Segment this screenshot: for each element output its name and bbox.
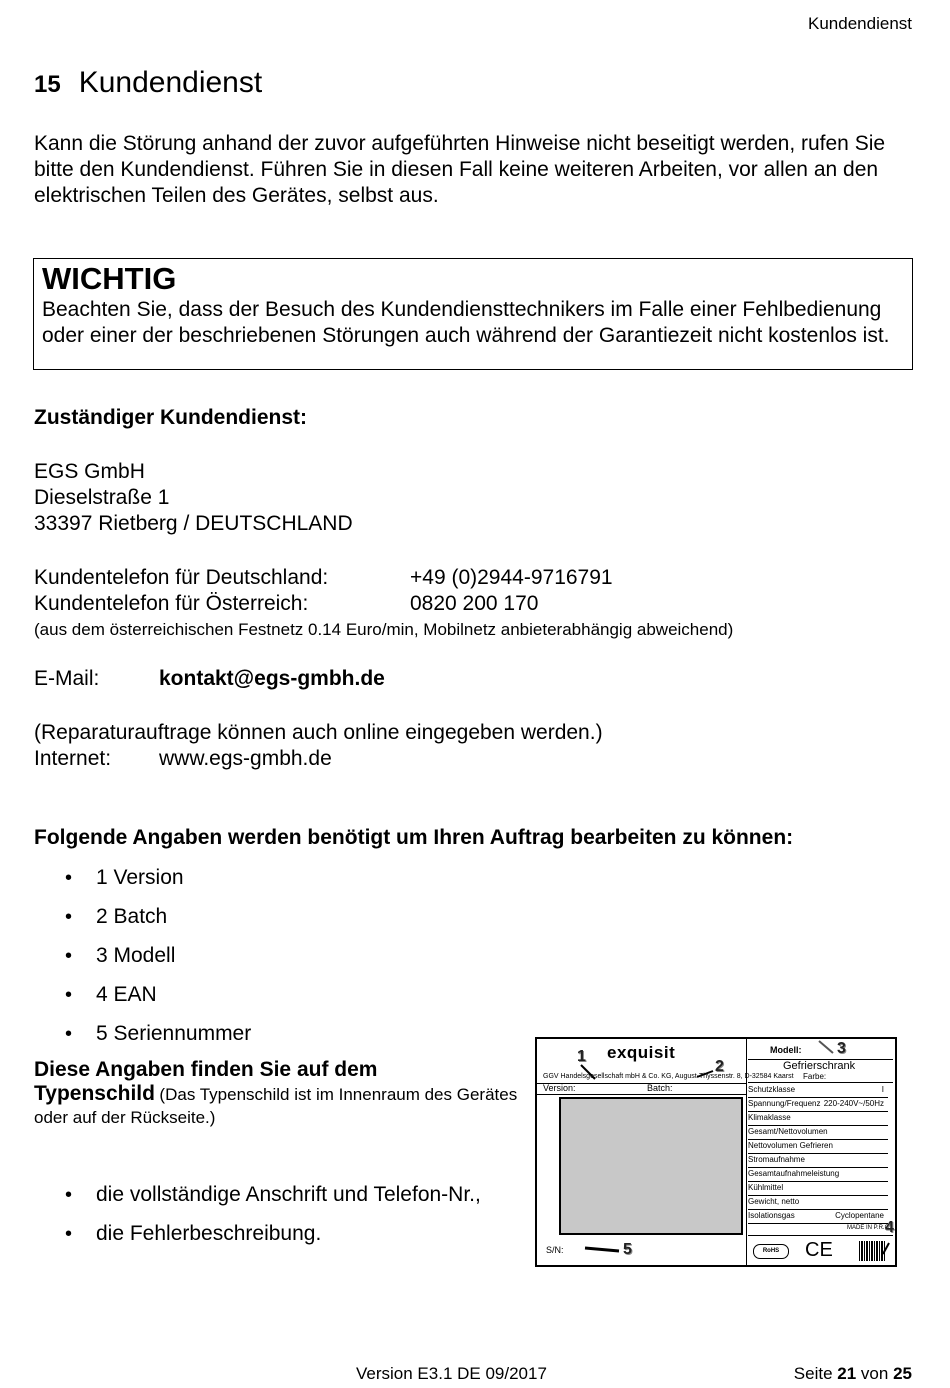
type-plate [535, 1037, 897, 1267]
plate-heading: Diese Angaben finden Sie auf dem [34, 1058, 378, 1081]
phone-de-label: Kundentelefon für Deutschland: [34, 566, 329, 589]
phone-de-number: +49 (0)2944-9716791 [410, 566, 613, 589]
running-header: Kundendienst [808, 14, 912, 33]
spec-label: Stromaufnahme [748, 1155, 805, 1164]
spec-label: Spannung/Frequenz [748, 1099, 821, 1108]
phone-de-row [34, 566, 613, 590]
plate-model-value: Gefrierschrank [783, 1060, 856, 1072]
plate-info [34, 1057, 519, 1130]
list-item: • 2 Batch [34, 904, 251, 930]
phone-at-number: 0820 200 170 [410, 592, 539, 615]
list-item: • 5 Seriennummer [34, 1021, 251, 1047]
list-item: • 3 Modell [34, 943, 251, 969]
email-link[interactable]: kontakt@egs-gmbh.de [159, 667, 385, 690]
page-title [34, 66, 262, 100]
internet-row [34, 747, 332, 771]
plate-note: (Das Typenschild ist im Innenraum des Gerätes oder auf der Rückseite.) [34, 1085, 518, 1127]
spec-label: Klimaklasse [748, 1113, 791, 1122]
phone-note: (aus dem österreichischen Festnetz 0.14 Euro/min, Mobilnetz anbieterabhängig abweichend) [34, 620, 734, 639]
marker-batch: 2 [715, 1058, 724, 1075]
required-list [34, 865, 251, 1047]
plate-color-label: Farbe: [803, 1072, 827, 1081]
plate-made-in: MADE IN P.R.C. [847, 1225, 891, 1231]
service-heading: Zuständiger Kundendienst: [34, 406, 307, 429]
required-heading: Folgende Angaben werden benötigt um Ihren Auftrag bearbeiten zu können: [34, 826, 794, 849]
page-prefix: Seite [793, 1364, 833, 1383]
plate-heading-line2 [34, 1083, 519, 1130]
spec-value: Cyclopentane [835, 1211, 884, 1220]
spec-label: Gesamtaufnahmeleistung [748, 1169, 840, 1178]
plate-batch-label: Batch: [647, 1083, 673, 1093]
warning-box [33, 258, 913, 370]
spec-value: 220-240V~/50Hz [823, 1099, 884, 1108]
list-item: • 1 Version [34, 865, 251, 891]
footer-version: Version E3.1 DE 09/2017 [356, 1364, 547, 1383]
phone-at-row [34, 592, 538, 616]
plate-maker-line: GGV Handelsgesellschaft mbH & Co. KG, August-Thyssenstr. 8, D-32584 Kaarst [543, 1073, 794, 1080]
spec-label: Nettovolumen Gefrieren [748, 1141, 833, 1150]
warning-text: Beachten Sie, dass der Besuch des Kundendiensttechnikers im Falle einer Fehlbedienung oder einer der beschriebenen Störungen auch während der Garantiezeit nicht kostenlos ist. [42, 298, 890, 347]
internet-link[interactable]: www.egs-gmbh.de [159, 747, 332, 770]
list-item: • die Fehlerbeschreibung. [34, 1221, 504, 1247]
address-block [34, 459, 353, 537]
internet-label: Internet: [34, 747, 112, 770]
ce-mark: CE [805, 1239, 833, 1261]
intro-paragraph: Kann die Störung anhand der zuvor aufgeführten Hinweise nicht beseitigt werden, rufen Sie bitte den Kundendienst. Führen Sie in diesen Fall keine weiteren Arbeiten, vor allen an den elektrischen Teilen des Gerätes, selbst aus. [34, 132, 886, 207]
marker-serial: 5 [623, 1241, 632, 1258]
warning-title: WICHTIG [42, 261, 177, 296]
plate-sn-label: S/N: [546, 1245, 564, 1255]
spec-label: Schutzklasse [748, 1085, 796, 1094]
phone-at-label: Kundentelefon für Österreich: [34, 592, 309, 615]
list-item: • die vollständige Anschrift und Telefon-Nr., [34, 1182, 504, 1208]
spec-value: I [881, 1085, 884, 1094]
spec-label: Isolationsgas [748, 1211, 795, 1220]
plate-version-label: Version: [543, 1083, 576, 1093]
page-total: 25 [893, 1364, 912, 1383]
footer-page [794, 1364, 912, 1384]
marker-ean: 4 [885, 1219, 894, 1236]
list-item: • 4 EAN [34, 982, 251, 1008]
extra-list [34, 1182, 504, 1247]
email-row [34, 667, 385, 691]
rohs-mark: RoHS [753, 1244, 789, 1259]
online-note: (Reparaturauftrage können auch online eingegeben werden.) [34, 721, 603, 744]
section-number: 15 [34, 71, 61, 98]
company-name: EGS GmbH [34, 460, 145, 483]
marker-model: 3 [837, 1040, 846, 1057]
plate-arrows [537, 1039, 895, 1265]
plate-heading-bold: Typenschild [34, 1082, 155, 1105]
spec-label: Gesamt/Nettovolumen [748, 1127, 828, 1136]
street: Dieselstraße 1 [34, 486, 170, 509]
plate-brand: exquisit [607, 1043, 676, 1062]
page-of: von [860, 1364, 889, 1383]
marker-version: 1 [577, 1048, 586, 1065]
page-number: 21 [837, 1364, 857, 1383]
section-title: Kundendienst [78, 66, 263, 99]
plate-model-label: Modell: [770, 1045, 802, 1055]
spec-label: Gewicht, netto [748, 1197, 800, 1206]
city: 33397 Rietberg / DEUTSCHLAND [34, 512, 353, 535]
spec-label: Kühlmittel [748, 1183, 784, 1192]
email-label: E-Mail: [34, 667, 100, 690]
